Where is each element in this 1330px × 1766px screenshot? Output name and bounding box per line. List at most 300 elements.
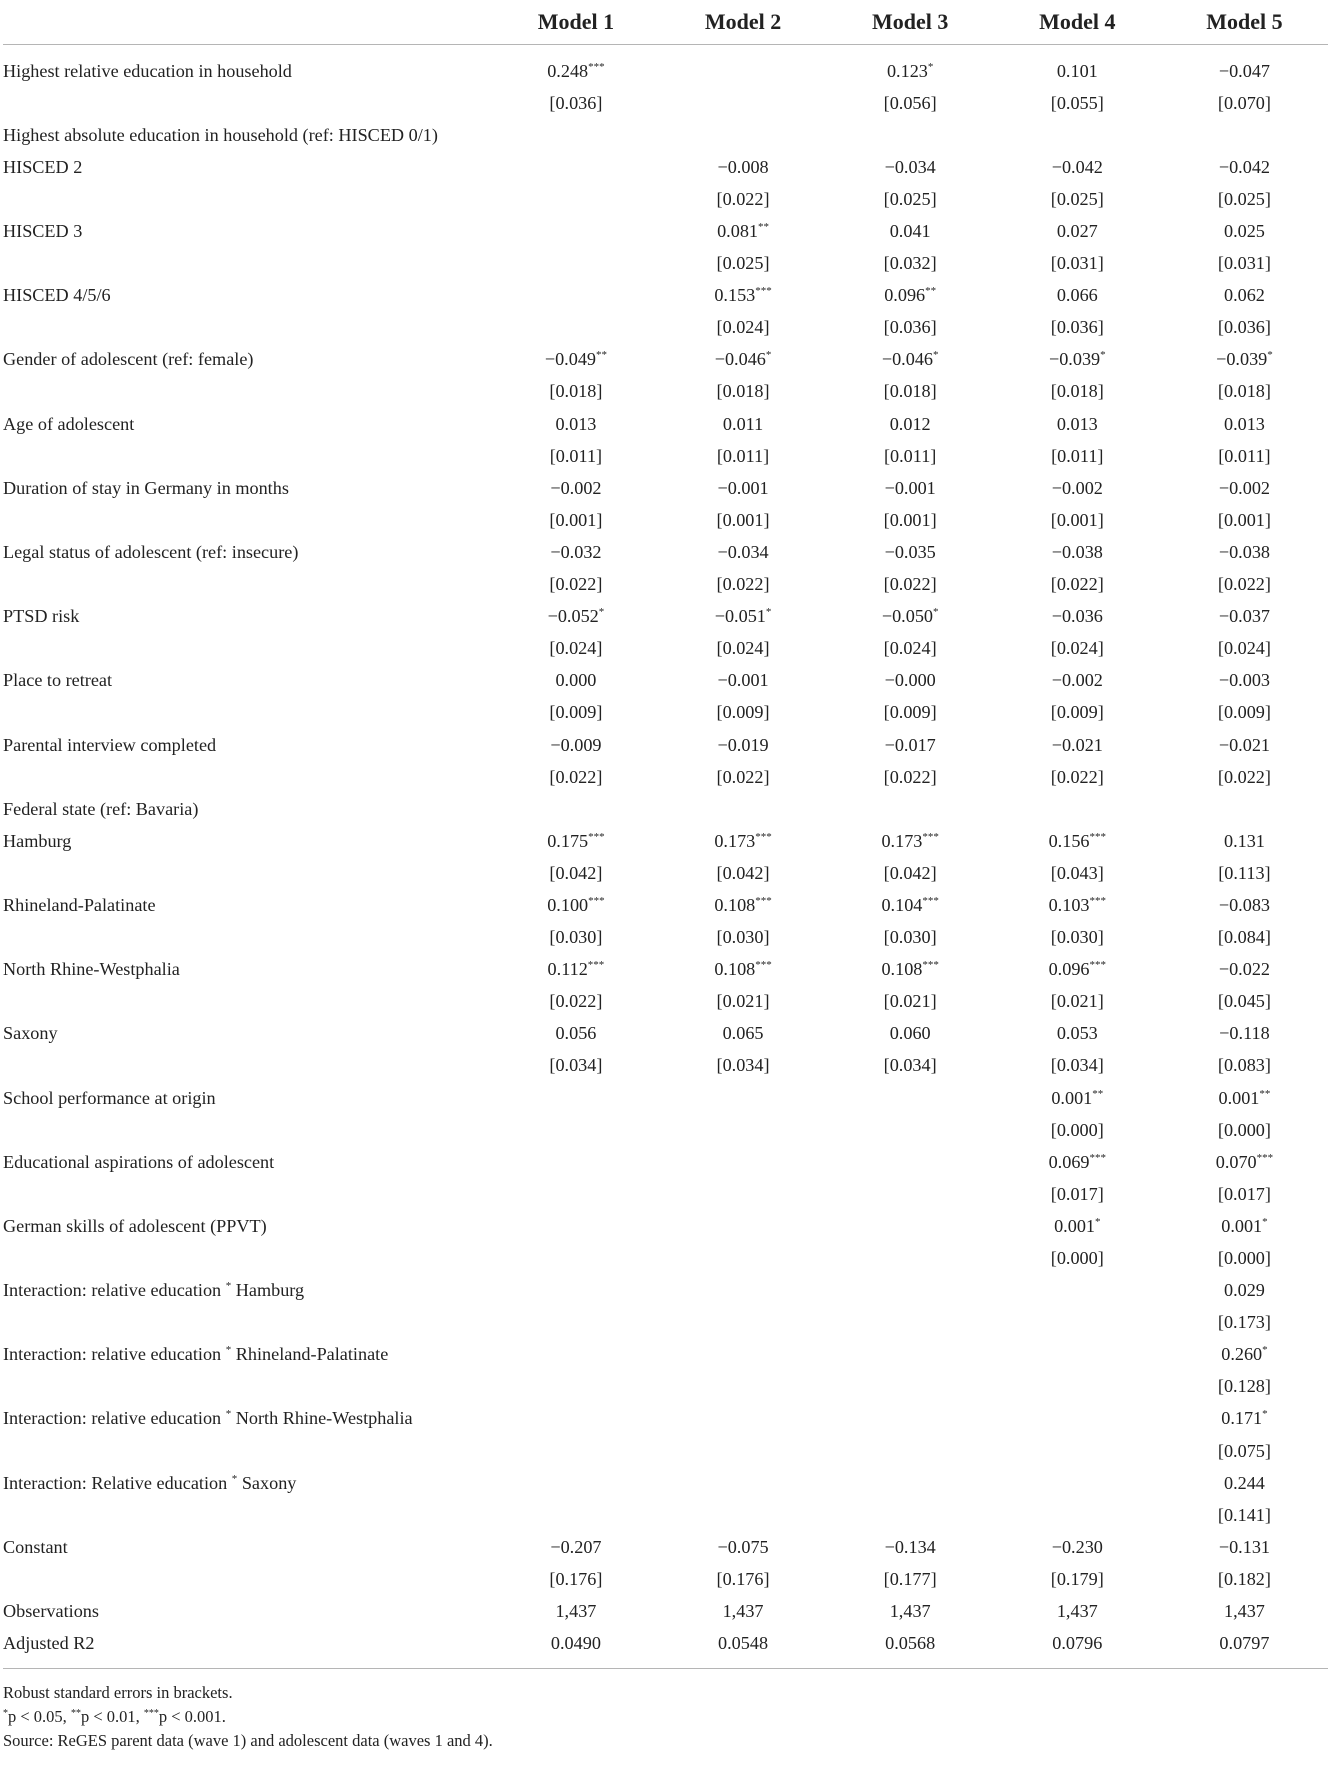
cell-model-5 [1161,472,1328,504]
cell-model-2 [659,1339,826,1371]
cell-model-1 [492,1242,659,1274]
cell-value: [0.011] [1051,445,1104,466]
cell-model-4 [994,825,1161,857]
cell-value: [0.025] [883,188,937,209]
cell-model-4 [994,248,1161,280]
cell-model-3 [827,1596,994,1628]
cell-model-5 [1161,1467,1328,1499]
cell-value: [0.113] [1218,862,1271,883]
cell-model-4 [994,440,1161,472]
table-row-standard-errors [3,1114,1328,1146]
cell-model-2 [659,825,826,857]
cell-value: [0.001] [716,509,770,530]
cell-model-2 [659,954,826,986]
row-label [3,504,492,536]
cell-model-5 [1161,312,1328,344]
row-label [3,857,492,889]
cell-value: [0.011] [716,445,770,466]
cell-model-4 [994,1242,1161,1274]
cell-value: [0.031] [1050,253,1104,274]
table-row-standard-errors [3,183,1328,215]
cell-model-4 [994,1371,1161,1403]
row-label: Interaction: relative education * Hamburg [3,1280,305,1301]
cell-model-4 [994,986,1161,1018]
table-row [3,1531,1328,1563]
row-label [3,87,492,119]
row-label: Highest relative education in household [3,60,292,81]
cell-value: 0.001 [1054,1215,1095,1236]
cell-model-1 [492,1435,659,1467]
cell-model-3 [827,1563,994,1595]
cell-value: [0.179] [1050,1568,1104,1589]
header-variable [3,0,492,45]
cell-value: −0.002 [550,477,602,498]
row-label [3,569,492,601]
cell-value: [0.024] [1050,638,1104,659]
cell-value: [0.024] [716,638,770,659]
cell-model-2 [659,729,826,761]
cell-model-5 [1161,665,1328,697]
cell-model-1 [492,1467,659,1499]
cell-value: 0.173 [881,830,923,851]
table-row [3,1018,1328,1050]
cell-model-4 [994,151,1161,183]
cell-model-4 [994,119,1161,151]
cell-value: −0.002 [1051,477,1103,498]
header-row [3,0,1328,45]
cell-model-3 [827,472,994,504]
cell-model-1 [492,697,659,729]
cell-model-3 [827,1499,994,1531]
cell-model-4 [994,376,1161,408]
cell-value: 0.013 [555,413,597,434]
cell-value: [0.075] [1217,1440,1271,1461]
cell-model-4 [994,857,1161,889]
cell-model-2 [659,1307,826,1339]
cell-value: [0.009] [716,702,770,723]
cell-model-4 [994,697,1161,729]
cell-value: [0.032] [883,253,937,274]
cell-value: [0.141] [1217,1504,1271,1525]
cell-value: 0.096 [884,285,926,306]
cell-value: [0.034] [883,1055,937,1076]
cell-value: [0.182] [1217,1568,1271,1589]
cell-model-1 [492,440,659,472]
cell-model-4 [994,761,1161,793]
cell-value: 0.108 [714,959,756,980]
cell-model-2 [659,1018,826,1050]
cell-value: 0.053 [1056,1023,1098,1044]
cell-model-3 [827,440,994,472]
cell-model-4 [994,1178,1161,1210]
cell-model-4 [994,1467,1161,1499]
row-label [3,922,492,954]
cell-value: −0.019 [717,734,769,755]
significance-stars: *** [588,60,605,73]
cell-model-4 [994,922,1161,954]
cell-value: 0.103 [1048,894,1090,915]
cell-model-1 [492,183,659,215]
cell-value: [0.001] [883,509,937,530]
cell-value: −0.207 [550,1536,602,1557]
cell-value: −0.134 [884,1536,936,1557]
cell-value: −0.001 [717,477,769,498]
cell-model-2 [659,1531,826,1563]
row-label [3,633,492,665]
cell-value: [0.011] [883,445,937,466]
header-model-1: Model 1 [492,0,659,45]
cell-value: [0.176] [716,1568,770,1589]
cell-value: −0.002 [1051,670,1103,691]
cell-model-3 [827,1275,994,1307]
note-source: Source: ReGES parent data (wave 1) and adolescent data (waves 1 and 4). [3,1730,493,1750]
cell-value: −0.046 [714,349,766,370]
cell-model-4 [994,344,1161,376]
cell-model-3 [827,601,994,633]
cell-model-1 [492,45,659,88]
cell-value: [0.024] [716,317,770,338]
cell-value: [0.043] [1050,862,1104,883]
cell-value: 0.062 [1223,285,1265,306]
table-row-standard-errors [3,697,1328,729]
cell-model-3 [827,1210,994,1242]
row-label: Age of adolescent [3,413,135,434]
cell-value: 0.056 [555,1023,597,1044]
cell-model-4 [994,536,1161,568]
significance-stars: *** [755,830,772,843]
cell-model-4 [994,183,1161,215]
cell-value: −0.017 [884,734,936,755]
cell-model-3 [827,1082,994,1114]
cell-value: [0.056] [883,92,937,113]
cell-value: [0.030] [549,927,603,948]
cell-model-1 [492,889,659,921]
cell-model-3 [827,665,994,697]
row-label: Place to retreat [3,670,113,691]
cell-model-2 [659,376,826,408]
table-row [3,729,1328,761]
cell-model-5 [1161,1307,1328,1339]
cell-model-3 [827,986,994,1018]
table-row-standard-errors [3,1371,1328,1403]
table-row [3,1082,1328,1114]
cell-model-4 [994,1050,1161,1082]
table-row [3,1210,1328,1242]
cell-value: −0.034 [717,541,769,562]
cell-value: 0.065 [722,1023,764,1044]
row-label: Interaction: Relative education * Saxony [3,1472,297,1493]
table-header [3,0,1328,45]
row-label [3,1242,492,1274]
cell-model-3 [827,1018,994,1050]
significance-stars: ** [1092,1087,1104,1100]
cell-value: [0.009] [883,702,937,723]
cell-value: [0.018] [1217,381,1271,402]
row-label: Interaction: relative education * Rhineland-Palatinate [3,1344,389,1365]
cell-model-1 [492,536,659,568]
cell-model-3 [827,183,994,215]
cell-model-5 [1161,1435,1328,1467]
cell-model-1 [492,215,659,247]
cell-model-5 [1161,922,1328,954]
significance-stars: *** [755,894,772,907]
cell-model-2 [659,504,826,536]
cell-model-1 [492,376,659,408]
sig-text-1: p < 0.05, [8,1706,71,1726]
cell-model-4 [994,408,1161,440]
cell-value: −0.002 [1218,477,1271,498]
cell-value: [0.034] [716,1055,770,1076]
cell-value: [0.000] [1050,1248,1104,1269]
significance-stars: ** [596,349,608,362]
cell-model-5 [1161,440,1328,472]
cell-value: [0.011] [549,445,603,466]
cell-value: 0.069 [1048,1151,1090,1172]
table-row-standard-errors [3,87,1328,119]
cell-model-5 [1161,1050,1328,1082]
cell-model-3 [827,1050,994,1082]
cell-model-3 [827,729,994,761]
cell-model-2 [659,633,826,665]
table-row-standard-errors [3,1563,1328,1595]
cell-model-2 [659,215,826,247]
significance-stars: *** [1089,830,1106,843]
cell-value: 0.000 [555,670,597,691]
cell-model-2 [659,440,826,472]
cell-value: 0.027 [1056,221,1098,242]
cell-model-1 [492,504,659,536]
row-label [3,183,492,215]
cell-value: [0.177] [883,1568,937,1589]
row-label: Hamburg [3,830,72,851]
regression-table-figure [3,0,1328,1753]
cell-model-4 [994,45,1161,88]
cell-model-4 [994,793,1161,825]
cell-model-2 [659,312,826,344]
cell-value: 0.100 [547,894,589,915]
cell-value: [0.128] [1217,1376,1271,1397]
cell-model-2 [659,1596,826,1628]
table-row-standard-errors [3,1307,1328,1339]
row-label [3,1563,492,1595]
cell-model-2 [659,1435,826,1467]
cell-model-4 [994,729,1161,761]
cell-model-2 [659,665,826,697]
cell-model-2 [659,1114,826,1146]
cell-model-3 [827,889,994,921]
table-row-standard-errors [3,440,1328,472]
cell-value: −0.021 [1051,734,1103,755]
cell-model-4 [994,601,1161,633]
cell-value: [0.042] [549,862,603,883]
table-notes [3,1681,1328,1753]
cell-model-4 [994,633,1161,665]
cell-model-1 [492,472,659,504]
table-row-standard-errors [3,248,1328,280]
significance-stars: * [1267,349,1273,362]
cell-value: 0.029 [1223,1280,1265,1301]
cell-value: −0.047 [1218,60,1271,81]
row-label [3,248,492,280]
cell-value: [0.022] [549,766,603,787]
table-row [3,344,1328,376]
cell-value: −0.042 [1051,156,1103,177]
cell-value: [0.084] [1217,927,1271,948]
cell-model-1 [492,793,659,825]
cell-model-1 [492,1628,659,1669]
cell-value: −0.000 [884,670,936,691]
cell-value: 0.173 [714,830,756,851]
cell-value: 1,437 [1056,1601,1098,1622]
row-label: Adjusted R2 [3,1628,492,1669]
table-row-standard-errors [3,922,1328,954]
significance-stars: * [927,60,934,73]
significance-stars: * [1262,1408,1268,1421]
cell-value: −0.038 [1051,541,1103,562]
sig-text-2: p < 0.01, [80,1706,144,1726]
cell-model-5 [1161,344,1328,376]
header-model-2: Model 2 [659,0,826,45]
cell-model-5 [1161,45,1328,88]
cell-model-1 [492,729,659,761]
table-row [3,1596,1328,1628]
table-row-standard-errors [3,504,1328,536]
cell-value: [0.070] [1217,92,1271,113]
significance-stars: *** [1089,959,1106,972]
cell-model-2 [659,889,826,921]
cell-model-5 [1161,601,1328,633]
cell-model-2 [659,1563,826,1595]
cell-model-1 [492,151,659,183]
table-row [3,472,1328,504]
cell-value: 0.0797 [1219,1633,1270,1654]
row-label: Saxony [3,1023,58,1044]
cell-value: −0.036 [1051,606,1103,627]
table-row-standard-errors [3,761,1328,793]
row-label: Duration of stay in Germany in months [3,477,289,498]
cell-model-2 [659,472,826,504]
cell-model-5 [1161,1499,1328,1531]
row-label: Educational aspirations of adolescent [3,1151,275,1172]
cell-model-4 [994,1499,1161,1531]
cell-value: −0.131 [1218,1536,1271,1557]
table-row [3,889,1328,921]
cell-model-5 [1161,1628,1328,1669]
cell-model-1 [492,1403,659,1435]
cell-value: −0.008 [717,156,769,177]
cell-model-4 [994,472,1161,504]
row-label: North Rhine-Westphalia [3,959,180,980]
cell-value: −0.034 [884,156,936,177]
cell-value: [0.022] [716,574,770,595]
cell-model-1 [492,761,659,793]
cell-value: 0.112 [547,959,588,980]
cell-model-2 [659,280,826,312]
cell-model-4 [994,1210,1161,1242]
cell-model-4 [994,312,1161,344]
cell-value: 1,437 [1223,1601,1265,1622]
cell-model-5 [1161,215,1328,247]
cell-value: −0.009 [550,734,602,755]
cell-model-5 [1161,408,1328,440]
row-label [3,1050,492,1082]
row-label [3,986,492,1018]
cell-value: [0.173] [1217,1312,1271,1333]
significance-stars: * [933,606,939,619]
cell-model-1 [492,1082,659,1114]
cell-model-4 [994,87,1161,119]
cell-value: [0.176] [549,1568,603,1589]
cell-model-5 [1161,1018,1328,1050]
cell-value: −0.046 [881,349,934,370]
cell-value: [0.011] [1218,445,1271,466]
cell-model-1 [492,408,659,440]
cell-value: [0.022] [1050,766,1104,787]
significance-stars: * [933,349,939,362]
cell-model-3 [827,87,994,119]
cell-value: 0.001 [1051,1087,1093,1108]
cell-value: [0.018] [716,381,770,402]
cell-value: [0.034] [1050,1055,1104,1076]
table-row [3,825,1328,857]
cell-model-1 [492,1596,659,1628]
cell-model-4 [994,1403,1161,1435]
row-label [3,761,492,793]
cell-model-3 [827,248,994,280]
cell-model-3 [827,408,994,440]
cell-model-1 [492,569,659,601]
cell-value: [0.025] [1050,188,1104,209]
cell-model-5 [1161,1178,1328,1210]
cell-model-4 [994,889,1161,921]
cell-model-5 [1161,1531,1328,1563]
row-label: Gender of adolescent (ref: female) [3,349,254,370]
cell-model-4 [994,1531,1161,1563]
table-row [3,1146,1328,1178]
cell-value: [0.009] [1050,702,1104,723]
cell-model-5 [1161,1596,1328,1628]
cell-model-4 [994,1563,1161,1595]
cell-model-5 [1161,761,1328,793]
cell-value: [0.055] [1050,92,1104,113]
row-label: Constant [3,1536,68,1557]
header-model-4: Model 4 [994,0,1161,45]
row-label [3,697,492,729]
cell-value: [0.017] [1217,1183,1271,1204]
cell-value: 0.013 [1056,413,1098,434]
cell-model-5 [1161,1403,1328,1435]
cell-model-2 [659,183,826,215]
cell-value: 0.0796 [1052,1633,1103,1654]
cell-model-4 [994,504,1161,536]
cell-value: [0.018] [549,381,603,402]
cell-model-2 [659,151,826,183]
cell-model-1 [492,87,659,119]
cell-model-3 [827,344,994,376]
cell-model-5 [1161,1082,1328,1114]
cell-model-2 [659,761,826,793]
cell-model-3 [827,954,994,986]
cell-value: −0.042 [1218,156,1271,177]
cell-model-2 [659,793,826,825]
cell-value: 0.012 [889,413,931,434]
cell-model-2 [659,1275,826,1307]
cell-model-5 [1161,889,1328,921]
cell-value: 0.108 [881,959,923,980]
cell-value: [0.025] [716,253,770,274]
cell-value: [0.083] [1217,1055,1271,1076]
cell-model-5 [1161,857,1328,889]
